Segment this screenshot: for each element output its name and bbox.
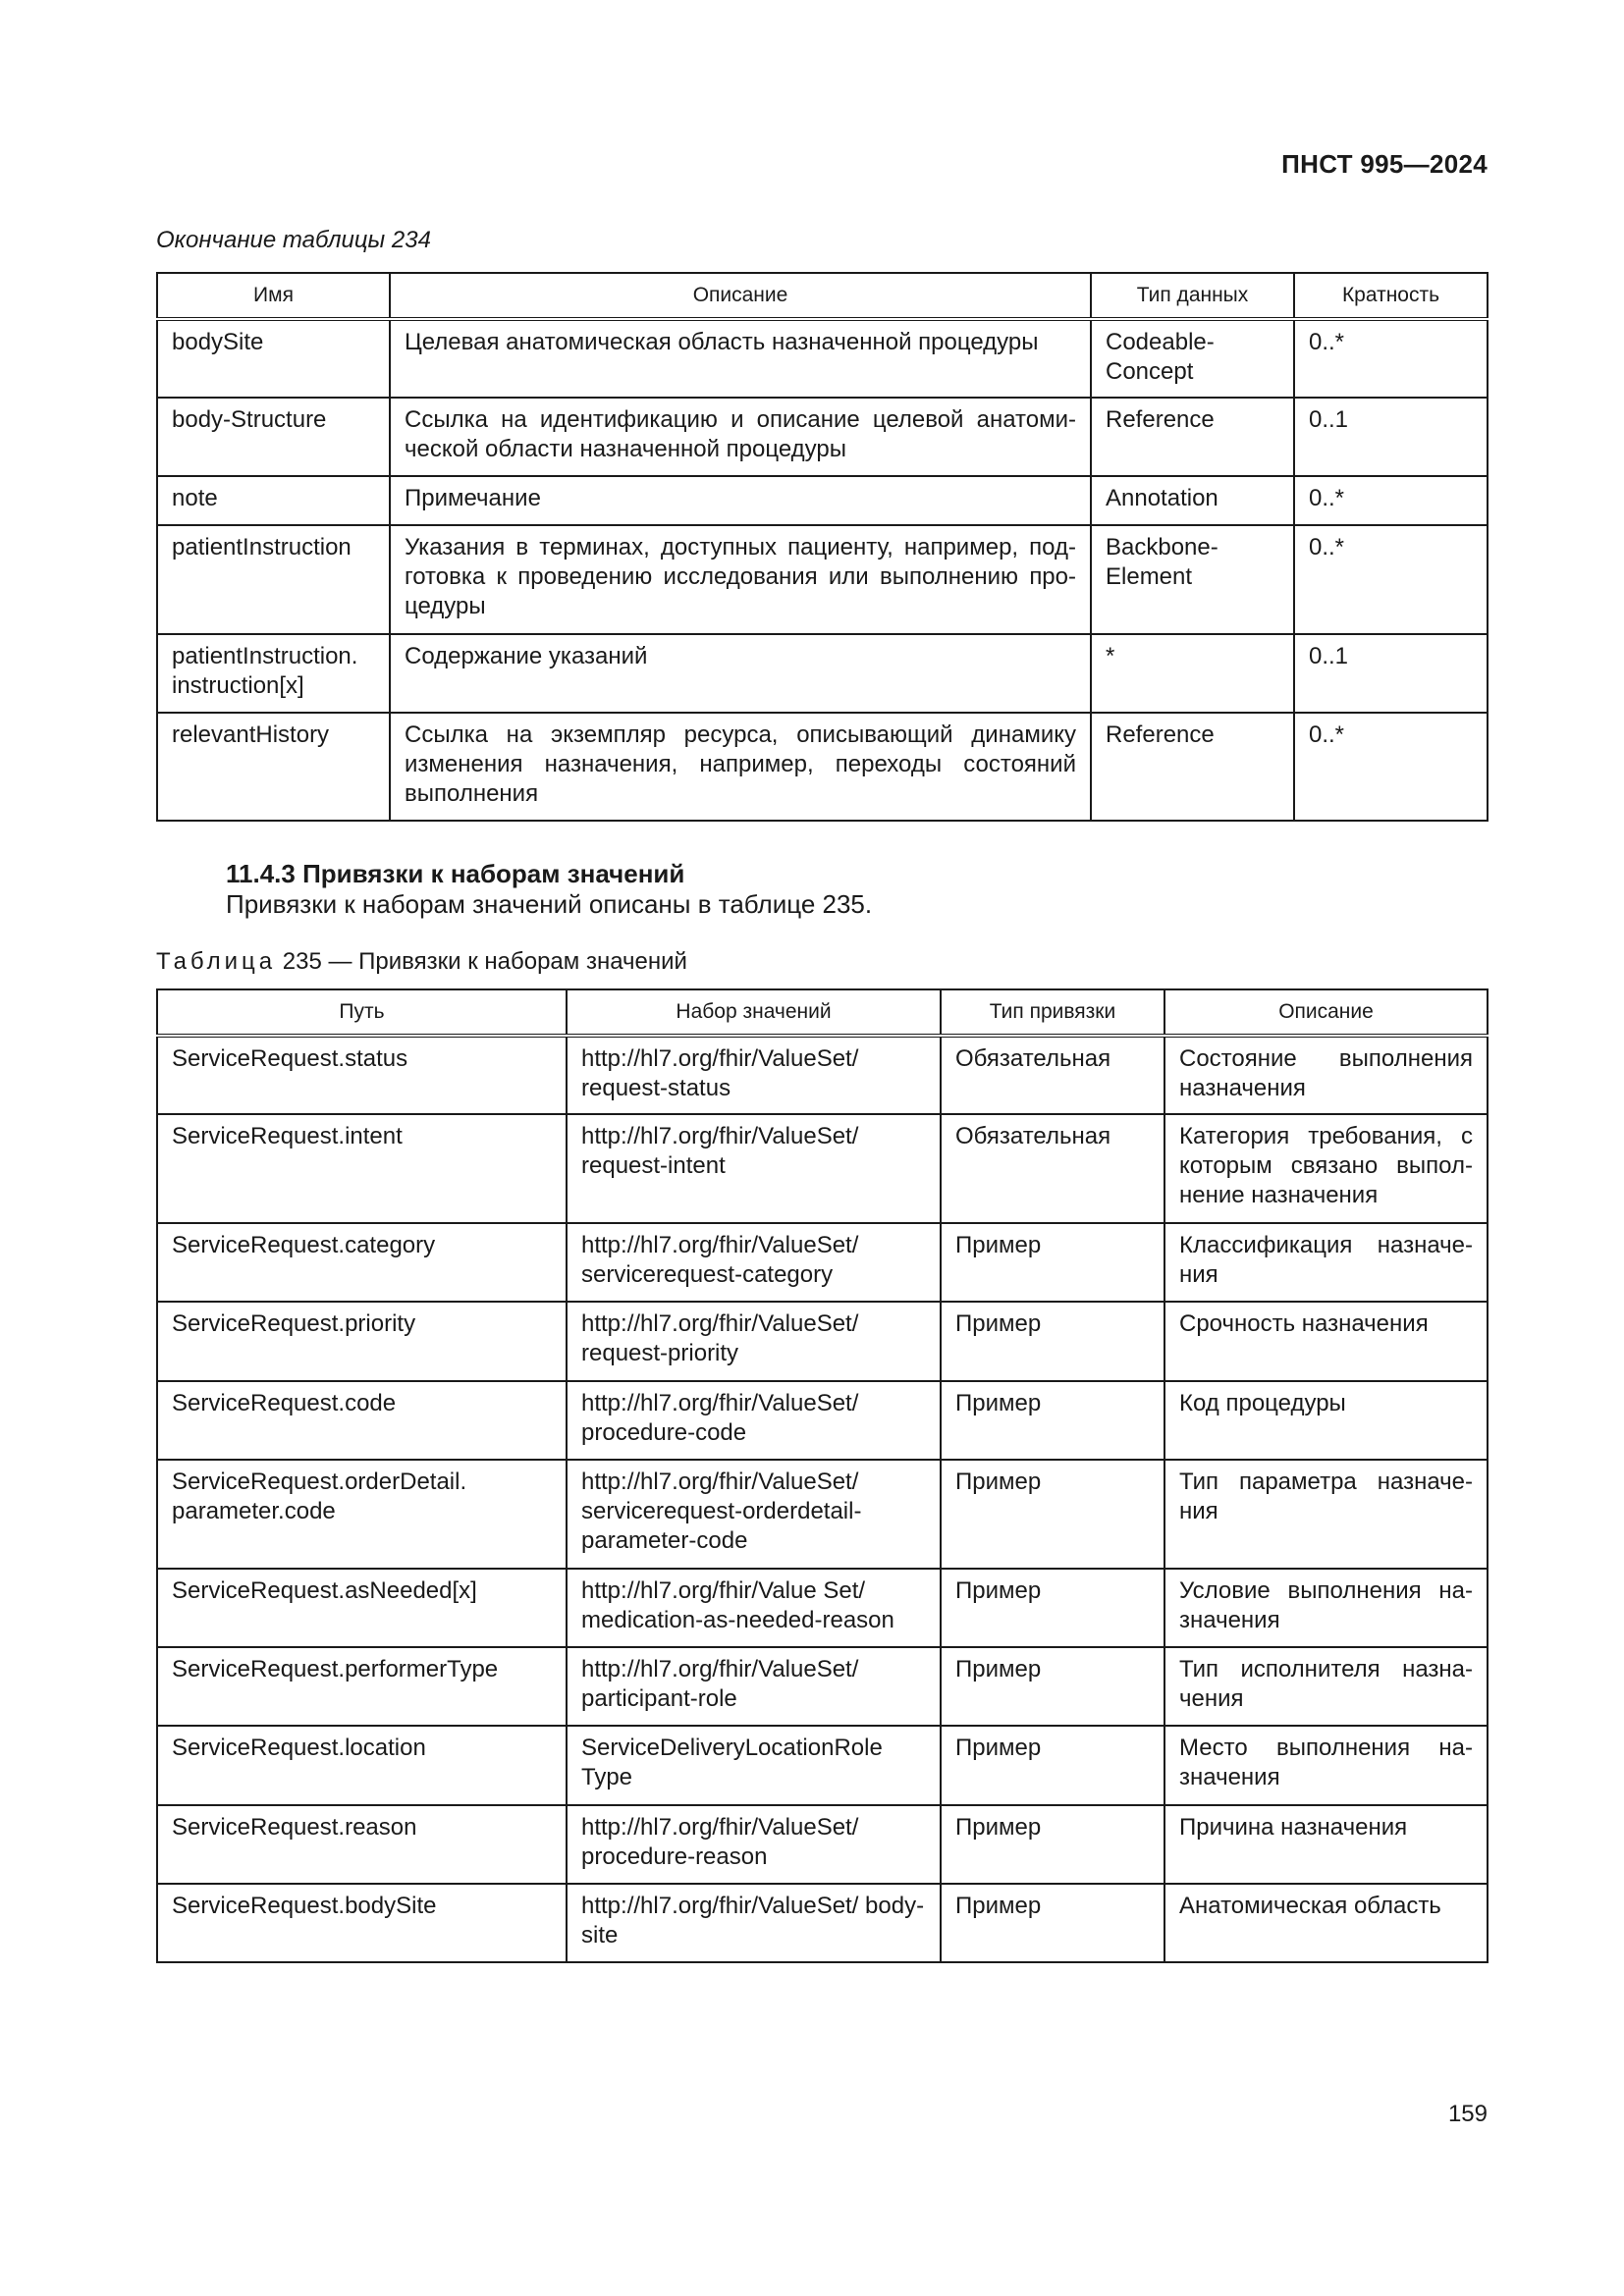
cell-path: ServiceRequest.code bbox=[157, 1381, 567, 1460]
cell-cardinality: 0..* bbox=[1294, 713, 1488, 821]
cell-valueset: http://hl7.org/fhir/ValueSet/ request-intent bbox=[567, 1114, 941, 1223]
column-header: Имя bbox=[157, 273, 390, 319]
cell-type: Reference bbox=[1091, 713, 1294, 821]
column-header: Тип привязки bbox=[941, 989, 1164, 1036]
cell-type: Codeable-Concept bbox=[1091, 319, 1294, 398]
cell-valueset: ServiceDeliveryLocationRole Type bbox=[567, 1726, 941, 1805]
cell-type: Annotation bbox=[1091, 476, 1294, 525]
table-row bbox=[157, 1647, 1488, 1726]
cell-name: patientInstruction bbox=[157, 525, 390, 634]
cell-valueset: http://hl7.org/fhir/ValueSet/ servicerequest-orderdetail-parameter-code bbox=[567, 1460, 941, 1569]
cell-description: Примечание bbox=[390, 476, 1091, 525]
table-row bbox=[157, 525, 1488, 634]
cell-valueset: http://hl7.org/fhir/ValueSet/ body-site bbox=[567, 1884, 941, 1962]
table-row bbox=[157, 1884, 1488, 1962]
cell-cardinality: 0..1 bbox=[1294, 398, 1488, 476]
section-heading: 11.4.3 Привязки к наборам значений bbox=[226, 859, 685, 888]
cell-description: Состояние выполнения назначения bbox=[1164, 1036, 1488, 1114]
cell-valueset: http://hl7.org/fhir/Value Set/ medication-as-needed-reason bbox=[567, 1569, 941, 1647]
cell-cardinality: 0..* bbox=[1294, 319, 1488, 398]
table-row bbox=[157, 1302, 1488, 1381]
cell-valueset: http://hl7.org/fhir/ValueSet/ servicerequest-category bbox=[567, 1223, 941, 1302]
cell-name: patientInstruction. instruction[x] bbox=[157, 634, 390, 713]
table-caption-label: Таблица bbox=[156, 948, 277, 975]
cell-description: Содержание указаний bbox=[390, 634, 1091, 713]
table-234 bbox=[156, 272, 1489, 822]
cell-valueset: http://hl7.org/fhir/ValueSet/ procedure-reason bbox=[567, 1805, 941, 1884]
table-caption-title: 235 — Привязки к наборам значений bbox=[282, 948, 687, 975]
cell-path: ServiceRequest.reason bbox=[157, 1805, 567, 1884]
column-header: Путь bbox=[157, 989, 567, 1036]
cell-description: Целевая анатомическая область назначенной процедуры bbox=[390, 319, 1091, 398]
table-row bbox=[157, 1569, 1488, 1647]
cell-binding: Пример bbox=[941, 1884, 1164, 1962]
table-row bbox=[157, 713, 1488, 821]
cell-description: Место выполнения на-значения bbox=[1164, 1726, 1488, 1805]
cell-name: note bbox=[157, 476, 390, 525]
cell-type: * bbox=[1091, 634, 1294, 713]
cell-path: ServiceRequest.intent bbox=[157, 1114, 567, 1223]
cell-name: bodySite bbox=[157, 319, 390, 398]
cell-binding: Обязательная bbox=[941, 1036, 1164, 1114]
cell-binding: Пример bbox=[941, 1381, 1164, 1460]
cell-path: ServiceRequest.status bbox=[157, 1036, 567, 1114]
cell-cardinality: 0..1 bbox=[1294, 634, 1488, 713]
cell-valueset: http://hl7.org/fhir/ValueSet/ request-priority bbox=[567, 1302, 941, 1381]
cell-description: Тип параметра назначе-ния bbox=[1164, 1460, 1488, 1569]
table-header-row bbox=[157, 989, 1488, 1036]
cell-binding: Пример bbox=[941, 1302, 1164, 1381]
table-235 bbox=[156, 988, 1489, 1963]
cell-description: Указания в терминах, доступных пациенту, например, под-готовка к проведению исследования или выполнению про-цедуры bbox=[390, 525, 1091, 634]
table-header-row bbox=[157, 273, 1488, 319]
table-234-caption: Окончание таблицы 234 bbox=[156, 227, 431, 253]
cell-valueset: http://hl7.org/fhir/ValueSet/ participant-role bbox=[567, 1647, 941, 1726]
column-header: Описание bbox=[1164, 989, 1488, 1036]
cell-binding: Пример bbox=[941, 1647, 1164, 1726]
cell-description: Условие выполнения на-значения bbox=[1164, 1569, 1488, 1647]
column-header: Кратность bbox=[1294, 273, 1488, 319]
cell-path: ServiceRequest.priority bbox=[157, 1302, 567, 1381]
cell-description: Ссылка на экземпляр ресурса, описывающий динамику изменения назначения, например, переходы состояний выполнения bbox=[390, 713, 1091, 821]
cell-path: ServiceRequest.bodySite bbox=[157, 1884, 567, 1962]
table-row bbox=[157, 1726, 1488, 1805]
standard-code: ПНСТ 995—2024 bbox=[1281, 149, 1488, 179]
cell-name: relevantHistory bbox=[157, 713, 390, 821]
table-row bbox=[157, 476, 1488, 525]
cell-path: ServiceRequest.orderDetail. parameter.code bbox=[157, 1460, 567, 1569]
cell-type: Backbone-Element bbox=[1091, 525, 1294, 634]
column-header: Набор значений bbox=[567, 989, 941, 1036]
cell-cardinality: 0..* bbox=[1294, 525, 1488, 634]
cell-path: ServiceRequest.category bbox=[157, 1223, 567, 1302]
cell-description: Тип исполнителя назна-чения bbox=[1164, 1647, 1488, 1726]
cell-path: ServiceRequest.performerType bbox=[157, 1647, 567, 1726]
table-235-caption bbox=[156, 948, 687, 976]
table-row bbox=[157, 398, 1488, 476]
cell-type: Reference bbox=[1091, 398, 1294, 476]
cell-description: Код процедуры bbox=[1164, 1381, 1488, 1460]
cell-description: Причина назначения bbox=[1164, 1805, 1488, 1884]
cell-cardinality: 0..* bbox=[1294, 476, 1488, 525]
table-row bbox=[157, 1381, 1488, 1460]
column-header: Тип данных bbox=[1091, 273, 1294, 319]
cell-binding: Пример bbox=[941, 1805, 1164, 1884]
table-row bbox=[157, 634, 1488, 713]
cell-binding: Обязательная bbox=[941, 1114, 1164, 1223]
cell-description: Категория требования, с которым связано выпол-нение назначения bbox=[1164, 1114, 1488, 1223]
table-row bbox=[157, 1805, 1488, 1884]
cell-description: Срочность назначения bbox=[1164, 1302, 1488, 1381]
column-header: Описание bbox=[390, 273, 1091, 319]
section-text: Привязки к наборам значений описаны в таблице 235. bbox=[226, 889, 873, 919]
page-number: 159 bbox=[1447, 2101, 1488, 2127]
cell-valueset: http://hl7.org/fhir/ValueSet/ request-status bbox=[567, 1036, 941, 1114]
cell-binding: Пример bbox=[941, 1726, 1164, 1805]
table-row bbox=[157, 319, 1488, 398]
cell-description: Анатомическая область bbox=[1164, 1884, 1488, 1962]
cell-binding: Пример bbox=[941, 1223, 1164, 1302]
table-row bbox=[157, 1223, 1488, 1302]
table-row bbox=[157, 1036, 1488, 1114]
cell-path: ServiceRequest.location bbox=[157, 1726, 567, 1805]
cell-binding: Пример bbox=[941, 1460, 1164, 1569]
table-row bbox=[157, 1114, 1488, 1223]
cell-description: Классификация назначе-ния bbox=[1164, 1223, 1488, 1302]
cell-name: body-Structure bbox=[157, 398, 390, 476]
cell-binding: Пример bbox=[941, 1569, 1164, 1647]
table-row bbox=[157, 1460, 1488, 1569]
cell-path: ServiceRequest.asNeeded[x] bbox=[157, 1569, 567, 1647]
cell-description: Ссылка на идентификацию и описание целевой анатоми-ческой области назначенной процедуры bbox=[390, 398, 1091, 476]
cell-valueset: http://hl7.org/fhir/ValueSet/ procedure-code bbox=[567, 1381, 941, 1460]
